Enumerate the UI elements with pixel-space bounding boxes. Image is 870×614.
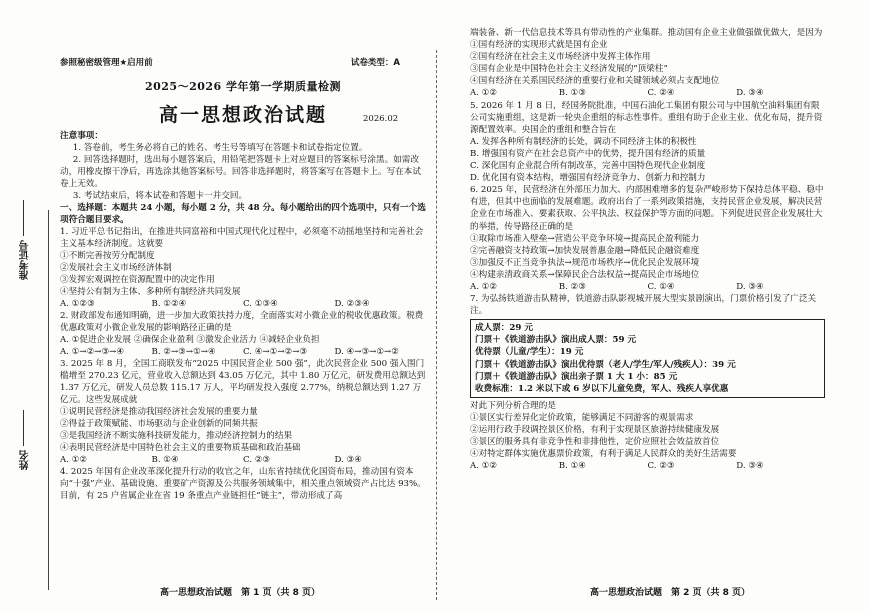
question-item: ①景区实行差异化定价政策，能够满足不同游客的观景需求 [470, 412, 694, 423]
question-4-continued: 端装备、新一代信息技术等具有带动性的产业集群。推动国有企业主业做强做优做大，是因为 [470, 28, 823, 38]
option[interactable]: B. ①②④ [151, 299, 187, 309]
option[interactable]: C. 深化国有企业混合所有制改革，完善中国特色现代企业制度 [470, 161, 706, 172]
option[interactable]: B. ②→③→①→④ [151, 347, 216, 357]
notice-item: 1. 答卷前，考生务必将自己的姓名、考生号等填写在答题卡和试卷指定位置。 [72, 143, 368, 153]
ticket-price-box [470, 319, 825, 398]
option[interactable]: C. ②④ [647, 88, 675, 99]
option[interactable]: A. ①②③ [60, 299, 95, 309]
option[interactable]: B. ②③ [558, 281, 586, 292]
question-item: ②得益于政策赋能、市场驱动与企业创新的同频共振 [60, 419, 258, 429]
question-item: ①国有经济的实现形式就是国有企业 [470, 40, 608, 51]
price-line: 收费标准：1.2 米以下或 6 岁以下儿童免费，军人、残疾人享优惠 [475, 383, 729, 394]
question-7-lead: 对此下列分析合理的是 [470, 400, 556, 411]
binding-margin [6, 200, 48, 600]
footer-left: 高一思想政治试题 第 1 页（共 8 页） [160, 588, 321, 598]
paper-type: 试卷类型：A [350, 58, 400, 68]
option[interactable]: D. ③④ [736, 281, 764, 292]
question-item: ④表明民营经济是中国特色社会主义的重要物质基础和政治基础 [60, 443, 301, 453]
page-title: 高一思想政治试题 [158, 104, 327, 126]
option[interactable]: C. ②③ [243, 455, 271, 465]
question-2-options [60, 346, 426, 358]
binding-line [48, 210, 49, 590]
option[interactable]: D. ④→③→①→② [334, 347, 399, 357]
question-6-options [470, 281, 825, 293]
option[interactable]: B. ①③ [558, 88, 586, 99]
question-item: ①取除市场准入壁垒→营造公平竞争环境→提高民企盈利能力 [470, 233, 700, 244]
exam-date: 2026.02 [363, 114, 399, 124]
exam-name: 2025～2026 学年第一学期质量检测 [144, 80, 342, 93]
question-item: ③是我国经济不断实施科技研发能力，推动经济控制力的结果 [60, 431, 293, 441]
notice-heading: 注意事项： [60, 131, 103, 141]
option[interactable]: D. ③④ [736, 88, 764, 99]
question-item: ①不断完善按劳分配制度 [60, 251, 155, 261]
price-line: 门票＋《铁道游击队》演出亲子票 1 大 1 小：85 元 [475, 371, 678, 382]
option[interactable]: B. 增强国有资产在社会总资产中的优势，提升国有经济的质量 [470, 148, 706, 159]
option[interactable]: D. ②③④ [334, 299, 370, 309]
question-4-options [470, 87, 825, 99]
question-5-stem: 5. 2026 年 1 月 8 日，经国务院批准，中国石油化工集团有限公司与中国航空油料集团有限公司实施重组，这是新一轮央企重组的标志性事件。重组有助于企业主业、优化布局，提升资源配置效率。央国企的重组和整合旨在 [470, 100, 823, 135]
option[interactable]: A. ①② [470, 88, 498, 99]
right-body [470, 27, 825, 472]
label-exam-id: 准考证号 [20, 240, 31, 280]
label-name: 姓名 [20, 450, 31, 470]
question-2-stem: 2. 财政部发布通知明确，进一步加大政策扶持力度，全面落实对小微企业的税收优惠政策。税费优惠政策对小微企业发展的影响路径正确的是 [60, 311, 424, 333]
question-1-options [60, 298, 426, 310]
question-item: ④坚持公有制为主体、多种所有制经济共同发展 [60, 287, 241, 297]
option[interactable]: D. ③④ [736, 461, 764, 472]
option[interactable]: D. 优化国有资本结构，增强国有经济竞争力、创新力和控制力 [470, 173, 706, 184]
question-item: ④国有经济在关系国民经济的重要行业和关键领域必须占支配地位 [470, 76, 720, 87]
confidential-mark: 参照秘密级管理★启用前 [60, 58, 153, 68]
price-line: 优待票（儿童/学生）：19 元 [475, 347, 584, 358]
footer-right: 高一思想政治试题 第 2 页（共 8 页） [590, 588, 751, 598]
price-line: 成人票：29 元 [475, 323, 533, 334]
option[interactable]: C. ④→①→②→③ [243, 347, 308, 357]
question-3-stem: 3. 2025 年 8 月，全国工商联发布“2025 中国民营企业 500 强”，此次民营企业 500 强入围门槛增至 270.23 亿元，营业收入总额达到 43.05 万亿元，其中 1.80 万亿元，研发费用总额达到 1.37 万亿元，研发人员总数 115.17 万人，平均研发投入强度 2.77%，纳税总额达到 1.27 万亿元。这些发展成就 [60, 359, 426, 405]
question-item: ③国有企业是中国特色社会主义经济发展的“顶梁柱” [470, 64, 668, 75]
option[interactable]: A. ①→②→③→④ [60, 347, 125, 357]
question-item: ②发展社会主义市场经济体制 [60, 263, 172, 273]
question-item: ④构建亲清政商关系→保障民企合法权益→提高民企市场地位 [470, 269, 700, 280]
option[interactable]: A. ①② [470, 461, 498, 472]
option[interactable]: A. ①② [60, 455, 88, 465]
question-3-options [60, 454, 426, 466]
question-item: ③发挥宏观调控在资源配置中的决定作用 [60, 275, 215, 285]
question-7-options [470, 460, 825, 472]
notice-item: 3. 考试结束后，将本试卷和答题卡一并交回。 [72, 191, 248, 201]
question-item: ②完善融资支持政策→加快发展普惠金融→降低民企融资难度 [470, 245, 700, 256]
question-7-stem: 7. 为弘扬铁道游击队精神，铁道游击队影视城开展大型实景剧演出，门票价格引发了广泛关注。 [470, 294, 817, 317]
header-row [60, 56, 400, 68]
question-4-stem: 4. 2025 年国有企业改革深化提升行动的收官之年，山东省持续优化国资布局，推动国有资本向“十强”产业、基础设施、重要矿产资源及公共服务领域集中，相关重点领域资产占比达 93%。目前，有 25 户省属企业在省 19 条重点产业链担任“链主”，带动形成了高 [60, 467, 426, 501]
question-item: ③加强反不正当竞争执法→规范市场秩序→优化民企发展环境 [470, 257, 700, 268]
option[interactable]: C. ②③ [647, 461, 675, 472]
option[interactable]: A. ①② [470, 281, 498, 292]
question-item: ④对特定群体实施优惠票价政策，有利于满足人民群众的美好生活需要 [470, 449, 737, 460]
option[interactable]: D. ③④ [334, 455, 362, 465]
question-item: ①说明民营经济是推动我国经济社会发展的重要力量 [60, 407, 258, 417]
question-item: ②运用行政手段调控景区价格，有利于实现景区旅游持续健康发展 [470, 425, 720, 435]
option[interactable]: B. ①④ [151, 455, 179, 465]
question-6-stem: 6. 2025 年，民营经济在外部压力加大、内部困难增多的复杂严峻形势下保持总体平稳、稳中有进，但其中也面临的发展难题。政府出台了一系列政策措施，支持民营企业发展，解决民营企业在市场准入、要素获取、公平执法、权益保护等方面的问题。下列促进民营企业发展壮大的举措，传导路径正确的是 [470, 185, 824, 232]
question-1-stem: 1. 习近平总书记指出，在推进共同富裕和中国式现代化过程中，必须毫不动摇地坚持和完善社会主义基本经济制度。这就要 [60, 227, 424, 249]
question-item: ②国有经济在社会主义市场经济中发挥主体作用 [470, 52, 651, 63]
question-2-items: A. ①促进企业发展 ②确保企业盈利 ③激发企业活力 ④减轻企业负担 [60, 335, 320, 345]
option[interactable]: B. ①④ [558, 461, 586, 472]
left-body [60, 130, 426, 502]
option[interactable]: A. 发挥各种所有制经济的长处，调动不同经济主体的积极性 [470, 136, 697, 147]
section-heading: 一、选择题：本题共 24 小题，每小题 2 分，共 48 分。每小题给出的四个选项中，只有一个选项符合题目要求。 [60, 203, 426, 225]
question-item: ③景区的服务具有非竞争性和非排他性，定价应照社会效益放首位 [470, 437, 720, 448]
option[interactable]: C. ①③④ [243, 299, 278, 309]
notice-item: 2. 回答选择题时，选出每小题答案后，用铅笔把答题卡上对应题目的答案标号涂黑。如需改动，用橡皮擦干净后，再选涂其他答案标号。回答非选择题时，将答案写在答题卡上。写在本试卷上无效。 [60, 155, 421, 189]
price-line: 门票＋《铁道游击队》演出优待票（老人/学生/军人/残疾人）：39 元 [475, 359, 736, 370]
price-line: 门票＋《铁道游击队》演出成人票：59 元 [475, 335, 637, 346]
option[interactable]: C. ①④ [647, 281, 675, 292]
